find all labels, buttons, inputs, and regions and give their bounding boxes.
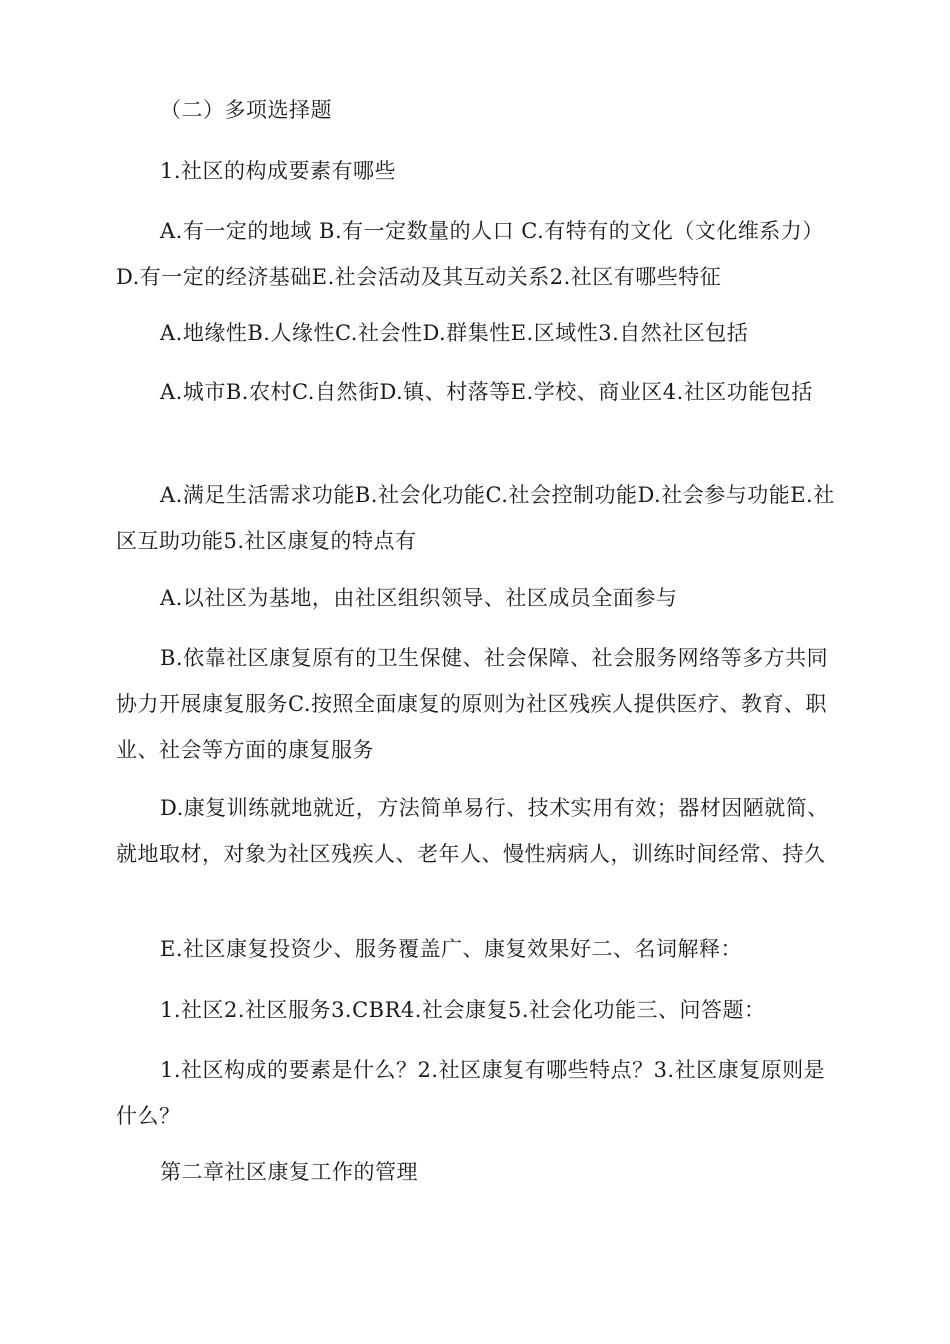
term-definitions: 1.社区2.社区服务3.CBR4.社会康复5.社会化功能三、问答题： (160, 998, 766, 1022)
question-5-option-a: A.以社区为基地，由社区组织领导、社区成员全面参与 (160, 586, 678, 610)
question-3-options: A.城市B.农村C.自然街D.镇、村落等E.学校、商业区4.社区功能包括 (160, 380, 813, 404)
question-2-options: A.地缘性B.人缘性C.社会性D.群集性E.区域性3.自然社区包括 (160, 321, 749, 345)
question-5-option-b-c: B.依靠社区康复原有的卫生保健、社会保障、社会服务网络等多方共同协力开展康复服务C.按照全面康复的原则为社区残疾人提供医疗、教育、职业、社会等方面的康复服务 (116, 646, 829, 762)
question-5-option-e: E.社区康复投资少、服务覆盖广、康复效果好二、名词解释： (160, 937, 743, 961)
chapter-heading: 第二章社区康复工作的管理 (160, 1160, 418, 1184)
question-1: 1.社区的构成要素有哪些 (160, 159, 397, 183)
question-5-option-d: D.康复训练就地就近，方法简单易行、技术实用有效；器材因陋就简、就地取材，对象为社区残疾人、老年人、慢性病病人，训练时间经常、持久 (116, 796, 829, 866)
section-heading-multiple-choice: （二）多项选择题 (160, 98, 332, 122)
question-1-options: A.有一定的地域 B.有一定数量的人口 C.有特有的文化（文化维系力）D.有一定的经济基础E.社会活动及其互动关系2.社区有哪些特征 (116, 219, 824, 289)
question-4-options: A.满足生活需求功能B.社会化功能C.社会控制功能D.社会参与功能E.社区互助功能5.社区康复的特点有 (116, 483, 835, 553)
short-answer-questions: 1.社区构成的要素是什么？2.社区康复有哪些特点？3.社区康复原则是什么？ (116, 1058, 826, 1128)
